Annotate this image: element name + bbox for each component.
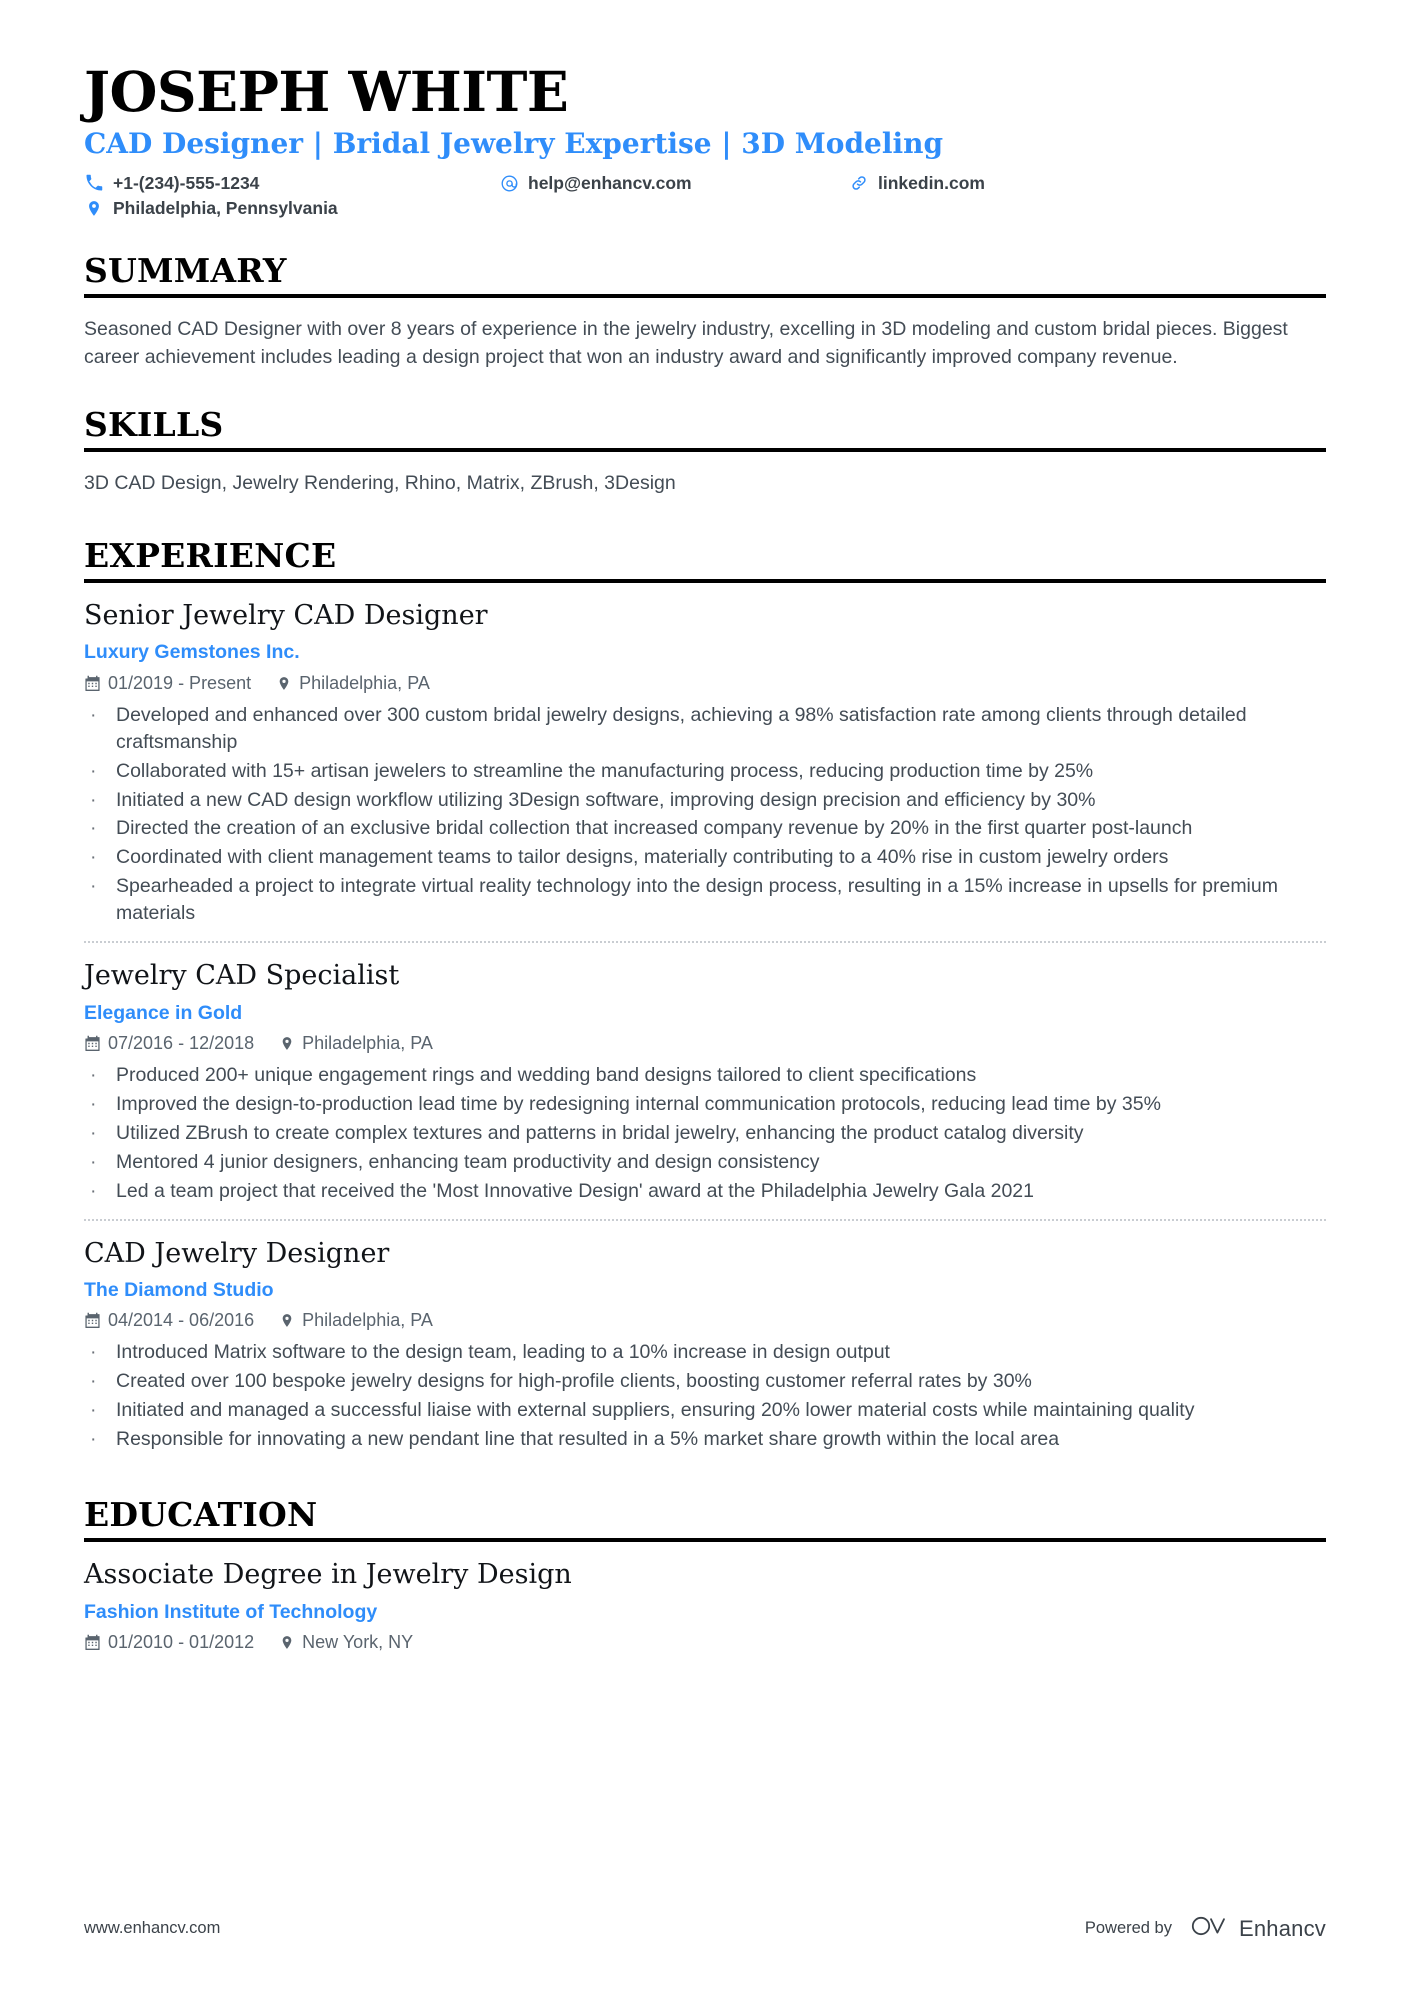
phone-icon: [84, 173, 104, 193]
bullet-text: Created over 100 bespoke jewelry designs for high-profile clients, boosting customer referral rates by 30%: [116, 1370, 1032, 1393]
entry-dates: [84, 1632, 254, 1653]
bullet-item: [84, 815, 1326, 842]
resume-content: [84, 0, 1326, 1653]
entry-dates-text: 01/2010 - 01/2012: [108, 1631, 255, 1652]
calendar-icon: [84, 1634, 101, 1651]
entry-dates: [84, 1033, 254, 1054]
location-icon: [278, 1312, 295, 1329]
education-entry: [84, 1542, 1326, 1653]
bullet-item: [84, 1149, 1326, 1176]
bullet-dot-icon: ·: [90, 1370, 97, 1393]
bullet-dot-icon: ·: [90, 1428, 97, 1451]
entry-location-text: Philadelphia, PA: [299, 672, 430, 693]
bullet-item: [84, 1062, 1326, 1089]
experience-entry: [84, 943, 1326, 1204]
experience-entry-organization[interactable]: Elegance in Gold: [84, 1001, 243, 1024]
section-title-summary: SUMMARY: [84, 250, 287, 290]
bullet-dot-icon: ·: [90, 1064, 97, 1086]
bullet-dot-icon: ·: [90, 875, 97, 898]
bullet-dot-icon: ·: [90, 1341, 97, 1364]
entry-location: [278, 1310, 433, 1331]
section-rule: [84, 294, 1326, 298]
calendar-icon: [84, 675, 101, 692]
location-icon: [84, 198, 104, 218]
contact-location: [84, 198, 499, 219]
candidate-name: JOSEPH WHITE: [84, 59, 569, 124]
footer-brand: [1085, 1914, 1326, 1943]
bullet-list: [84, 1062, 1326, 1205]
bullet-text: Developed and enhanced over 300 custom bridal jewelry designs, achieving a 98% satisfaction rate among clients through detailed craftsmanship: [116, 703, 1247, 753]
experience-entry-organization[interactable]: Luxury Gemstones Inc.: [84, 641, 300, 664]
bullet-text: Mentored 4 junior designers, enhancing team productivity and design consistency: [116, 1150, 820, 1173]
bullet-list: [84, 1339, 1326, 1453]
bullet-item: [84, 1120, 1326, 1147]
contact-location-text: Philadelphia, Pennsylvania: [113, 197, 338, 218]
entry-dates-text: 04/2014 - 06/2016: [108, 1310, 255, 1331]
bullet-dot-icon: ·: [90, 788, 97, 811]
section-title-skills: SKILLS: [84, 405, 224, 445]
bullet-item: [84, 1091, 1326, 1118]
education-list: [84, 1542, 1326, 1653]
section-title-education: EDUCATION: [84, 1495, 318, 1535]
bullet-dot-icon: ·: [90, 817, 97, 840]
powered-by-label: Powered by: [1084, 1919, 1172, 1937]
calendar-icon: [84, 1035, 101, 1052]
bullet-item: [84, 1368, 1326, 1395]
bullet-item: [84, 1426, 1326, 1453]
bullet-text: Responsible for innovating a new pendant line that resulted in a 5% market share growth within the local area: [116, 1428, 1060, 1451]
location-icon: [275, 675, 292, 692]
entry-dates: [84, 673, 251, 694]
location-icon: [278, 1634, 295, 1651]
contact-linkedin[interactable]: [849, 173, 985, 194]
location-icon: [278, 1035, 295, 1052]
contact-phone[interactable]: [84, 173, 499, 194]
contact-email[interactable]: [499, 173, 849, 194]
bullet-dot-icon: ·: [90, 1121, 97, 1144]
link-icon: [849, 173, 869, 193]
bullet-item: [84, 787, 1326, 814]
experience-entry-meta: [84, 673, 1326, 694]
bullet-item: [84, 844, 1326, 871]
bullet-text: Introduced Matrix software to the design team, leading to a 10% increase in design output: [116, 1341, 890, 1364]
entry-location-text: Philadelphia, PA: [302, 1033, 433, 1053]
bullet-text: Produced 200+ unique engagement rings and wedding band designs tailored to client specifications: [116, 1064, 977, 1086]
contact-row-primary: [84, 173, 1326, 194]
bullet-text: Utilized ZBrush to create complex textures and patterns in bridal jewelry, enhancing the product catalog diversity: [116, 1121, 1084, 1144]
education-entry-title: Associate Degree in Jewelry Design: [84, 1559, 572, 1591]
bullet-text: Led a team project that received the 'Most Innovative Design' award at the Philadelphia Jewelry Gala 2021: [116, 1179, 1034, 1202]
bullet-dot-icon: ·: [90, 1150, 97, 1173]
section-skills: [84, 407, 1326, 498]
bullet-text: Initiated a new CAD design workflow utilizing 3Design software, improving design precision and efficiency by 30%: [116, 788, 1096, 811]
section-summary: [84, 250, 1326, 371]
entry-location: [275, 673, 430, 694]
skills-text: 3D CAD Design, Jewelry Rendering, Rhino, Matrix, ZBrush, 3Design: [84, 472, 676, 495]
bullet-item: [84, 873, 1326, 927]
contact-info: [84, 173, 1326, 219]
enhancv-logo-icon: [1190, 1914, 1230, 1943]
bullet-text: Coordinated with client management teams to tailor designs, materially contributing to a 40% rise in custom jewelry orders: [116, 846, 1169, 869]
bullet-item: [84, 1397, 1326, 1424]
entry-location: [278, 1033, 433, 1054]
experience-entry-meta: [84, 1033, 1326, 1054]
email-icon: [499, 173, 519, 193]
experience-list: [84, 583, 1326, 1453]
bullet-dot-icon: ·: [90, 1399, 97, 1422]
calendar-icon: [84, 1312, 101, 1329]
experience-entry-title: Jewelry CAD Specialist: [84, 960, 400, 992]
contact-phone-text: +1-(234)-555-1234: [113, 172, 260, 193]
bullet-text: Directed the creation of an exclusive bridal collection that increased company revenue by 20% in the first quarter post-launch: [116, 817, 1193, 840]
section-rule: [84, 448, 1326, 452]
bullet-item: [84, 1178, 1326, 1205]
footer-url[interactable]: www.enhancv.com: [84, 1919, 221, 1937]
page-footer: [84, 1914, 1326, 1943]
bullet-item: [84, 1339, 1326, 1366]
entry-dates: [84, 1310, 254, 1331]
bullet-dot-icon: ·: [90, 846, 97, 869]
bullet-dot-icon: ·: [90, 1092, 97, 1115]
education-entry-meta: [84, 1632, 1326, 1653]
section-experience: [84, 535, 1326, 1453]
bullet-dot-icon: ·: [90, 703, 97, 726]
experience-entry-title: Senior Jewelry CAD Designer: [84, 599, 488, 631]
contact-email-text: help@enhancv.com: [528, 172, 692, 193]
bullet-list: [84, 702, 1326, 927]
bullet-item: [84, 702, 1326, 756]
bullet-text: Spearheaded a project to integrate virtual reality technology into the design process, resulting in a 15% increase in upsells for premium materials: [116, 875, 1278, 925]
bullet-text: Improved the design-to-production lead time by redesigning internal communication protocols, reducing lead time by 35%: [116, 1092, 1161, 1115]
bullet-dot-icon: ·: [90, 759, 97, 782]
entry-dates-text: 01/2019 - Present: [108, 672, 252, 693]
entry-location-text: Philadelphia, PA: [302, 1310, 433, 1331]
candidate-headline: CAD Designer | Bridal Jewelry Expertise | 3D Modeling: [84, 127, 944, 161]
entry-location: [278, 1632, 413, 1653]
summary-text: Seasoned CAD Designer with over 8 years of experience in the jewelry industry, excelling in 3D modeling and custom bridal pieces. Biggest career achievement includes leading a design project that won an industry award and significantly improved company revenue.: [84, 317, 1288, 368]
education-entry-organization[interactable]: Fashion Institute of Technology: [84, 1600, 378, 1623]
entry-dates-text: 07/2016 - 12/2018: [108, 1033, 255, 1053]
contact-row-secondary: [84, 198, 1326, 219]
experience-entry-organization[interactable]: The Diamond Studio: [84, 1279, 274, 1302]
bullet-dot-icon: ·: [90, 1179, 97, 1202]
experience-entry: [84, 583, 1326, 927]
bullet-item: [84, 758, 1326, 785]
resume-header: [84, 59, 1326, 219]
bullet-text: Collaborated with 15+ artisan jewelers to streamline the manufacturing process, reducing production time by 25%: [116, 759, 1094, 782]
enhancv-brand-name: Enhancv: [1238, 1915, 1326, 1941]
entry-location-text: New York, NY: [302, 1631, 414, 1652]
section-education: [84, 1497, 1326, 1653]
contact-linkedin-text: linkedin.com: [878, 172, 985, 193]
bullet-text: Initiated and managed a successful liaise with external suppliers, ensuring 20% lower material costs while maintaining quality: [116, 1399, 1195, 1422]
section-title-experience: EXPERIENCE: [84, 535, 337, 575]
experience-entry-meta: [84, 1310, 1326, 1331]
experience-entry-title: CAD Jewelry Designer: [84, 1237, 390, 1269]
experience-entry: [84, 1221, 1326, 1454]
